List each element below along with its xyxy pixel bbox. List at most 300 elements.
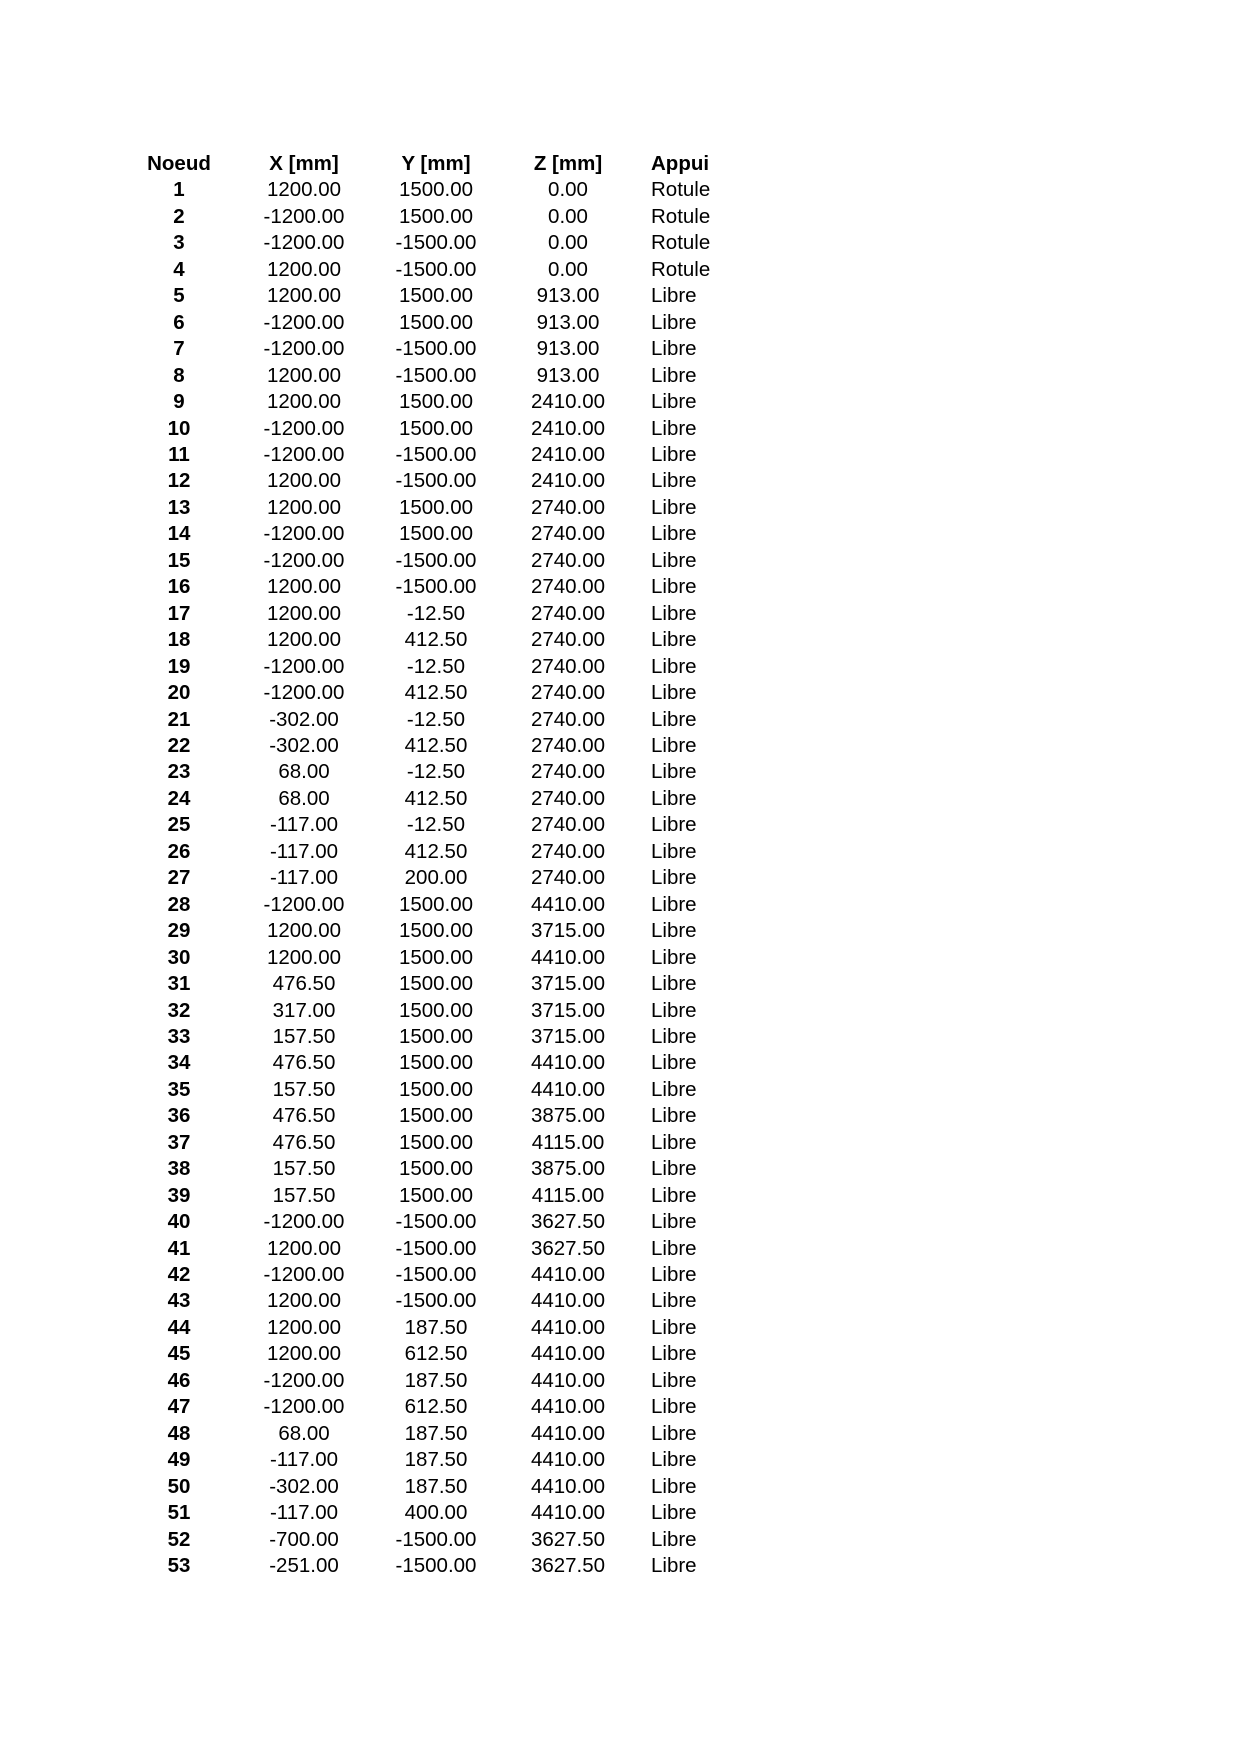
cell-y: 1500.00 [398, 522, 474, 546]
table-row [120, 1024, 761, 1050]
cell-z: 4410.00 [530, 1421, 606, 1445]
cell-support: Libre [651, 1527, 697, 1551]
cell-z: 4410.00 [530, 1289, 606, 1313]
table-row [120, 945, 761, 971]
cell-y: -1500.00 [395, 548, 477, 572]
cell-x: -302.00 [269, 1474, 339, 1498]
table-row [120, 230, 761, 256]
cell-z: 2740.00 [530, 548, 606, 572]
cell-support: Libre [651, 628, 697, 652]
cell-y: 1500.00 [398, 1104, 474, 1128]
table-row [120, 1130, 761, 1156]
cell-x: 476.50 [272, 1051, 336, 1075]
cell-y: -1500.00 [395, 1527, 477, 1551]
cell-x: 476.50 [272, 972, 336, 996]
table-row [120, 918, 761, 944]
header-y: Y [mm] [401, 152, 471, 175]
cell-support: Libre [651, 1421, 697, 1445]
cell-z: 3715.00 [530, 998, 606, 1022]
cell-y: -1500.00 [395, 469, 477, 493]
cell-z: 3715.00 [530, 1024, 606, 1048]
cell-support: Libre [651, 654, 697, 678]
cell-z: 4410.00 [530, 1077, 606, 1101]
cell-support: Libre [651, 707, 697, 731]
cell-y: 1500.00 [398, 1051, 474, 1075]
cell-node: 3 [173, 231, 185, 255]
cell-node: 26 [167, 839, 191, 863]
cell-z: 3715.00 [530, 972, 606, 996]
cell-node: 10 [167, 416, 191, 440]
cell-node: 46 [167, 1368, 191, 1392]
cell-x: -1200.00 [263, 1263, 345, 1287]
cell-support: Libre [651, 1342, 697, 1366]
cell-node: 20 [167, 681, 191, 705]
cell-y: 412.50 [404, 681, 468, 705]
cell-x: 317.00 [272, 998, 336, 1022]
cell-support: Libre [651, 469, 697, 493]
cell-y: 187.50 [404, 1315, 468, 1339]
cell-x: 476.50 [272, 1130, 336, 1154]
cell-x: -117.00 [269, 813, 338, 837]
cell-z: 4115.00 [531, 1183, 605, 1207]
cell-x: 1200.00 [266, 945, 342, 969]
cell-y: 1500.00 [398, 919, 474, 943]
cell-y: -1500.00 [395, 1236, 477, 1260]
table-row [120, 707, 761, 733]
table-row [120, 1262, 761, 1288]
cell-y: 187.50 [404, 1421, 468, 1445]
cell-y: 1500.00 [398, 416, 474, 440]
cell-z: 0.00 [548, 231, 588, 255]
cell-node: 24 [167, 786, 191, 810]
cell-z: 0.00 [548, 178, 588, 202]
cell-node: 1 [173, 178, 185, 202]
table-row [120, 283, 761, 309]
table-row [120, 971, 761, 997]
cell-node: 41 [167, 1236, 191, 1260]
cell-y: 1500.00 [398, 998, 474, 1022]
cell-node: 51 [167, 1501, 191, 1525]
cell-x: -1200.00 [263, 231, 345, 255]
cell-y: 187.50 [404, 1448, 468, 1472]
cell-y: 187.50 [404, 1474, 468, 1498]
header-support: Appui [651, 152, 710, 175]
table-row [120, 1183, 761, 1209]
cell-z: 4410.00 [530, 1448, 606, 1472]
cell-y: 1500.00 [398, 945, 474, 969]
table-row [120, 416, 761, 442]
cell-support: Libre [651, 1210, 697, 1234]
cell-support: Libre [651, 1157, 697, 1181]
cell-z: 2740.00 [530, 786, 606, 810]
table-row [120, 1394, 761, 1420]
cell-support: Libre [651, 390, 697, 414]
cell-node: 2 [173, 204, 185, 228]
cell-y: 412.50 [404, 786, 468, 810]
cell-x: -1200.00 [263, 337, 345, 361]
cell-support: Libre [651, 786, 697, 810]
cell-z: 3627.50 [530, 1210, 606, 1234]
table-row [120, 1421, 761, 1447]
cell-z: 4410.00 [530, 1315, 606, 1339]
cell-z: 3875.00 [530, 1157, 606, 1181]
cell-y: -1500.00 [395, 231, 477, 255]
cell-node: 37 [167, 1130, 191, 1154]
cell-node: 50 [167, 1474, 191, 1498]
cell-x: -117.00 [269, 1448, 338, 1472]
cell-y: 1500.00 [398, 284, 474, 308]
cell-support: Libre [651, 1474, 697, 1498]
cell-y: 1500.00 [398, 390, 474, 414]
cell-support: Libre [651, 1051, 697, 1075]
cell-y: 200.00 [404, 866, 468, 890]
cell-node: 29 [167, 919, 191, 943]
cell-node: 53 [167, 1554, 191, 1578]
cell-x: 1200.00 [266, 495, 342, 519]
cell-z: 2740.00 [530, 601, 606, 625]
cell-node: 33 [167, 1024, 191, 1048]
cell-z: 4410.00 [530, 1263, 606, 1287]
cell-y: -12.50 [406, 654, 466, 678]
cell-y: 412.50 [404, 733, 468, 757]
cell-node: 32 [167, 998, 191, 1022]
cell-node: 19 [167, 654, 191, 678]
table-row [120, 1474, 761, 1500]
cell-support: Libre [651, 1289, 697, 1313]
cell-support: Libre [651, 813, 697, 837]
cell-z: 913.00 [536, 310, 600, 334]
table-row [120, 839, 761, 865]
cell-z: 4410.00 [530, 1368, 606, 1392]
cell-support: Libre [651, 1024, 697, 1048]
table-row [120, 1315, 761, 1341]
cell-x: -302.00 [269, 707, 339, 731]
cell-z: 2410.00 [530, 442, 606, 466]
cell-y: -1500.00 [395, 1210, 477, 1234]
cell-support: Libre [651, 1236, 697, 1260]
cell-z: 4410.00 [530, 1474, 606, 1498]
cell-y: 400.00 [404, 1501, 468, 1525]
cell-support: Libre [651, 284, 697, 308]
cell-node: 31 [167, 972, 191, 996]
cell-z: 3715.00 [530, 919, 606, 943]
cell-support: Libre [651, 310, 697, 334]
cell-y: 1500.00 [398, 495, 474, 519]
cell-y: -12.50 [406, 601, 466, 625]
cell-support: Libre [651, 1395, 697, 1419]
cell-z: 2740.00 [530, 760, 606, 784]
cell-z: 3875.00 [530, 1104, 606, 1128]
cell-node: 34 [167, 1051, 191, 1075]
cell-z: 3627.50 [530, 1236, 606, 1260]
table-row [120, 812, 761, 838]
table-row [120, 1553, 761, 1579]
cell-y: 1500.00 [398, 1157, 474, 1181]
cell-support: Rotule [651, 178, 711, 202]
cell-support: Libre [651, 945, 697, 969]
cell-support: Libre [651, 866, 697, 890]
table-row [120, 1103, 761, 1129]
cell-support: Libre [651, 839, 697, 863]
cell-z: 2410.00 [530, 416, 606, 440]
table-row [120, 1156, 761, 1182]
cell-z: 4115.00 [531, 1130, 605, 1154]
cell-z: 2740.00 [530, 495, 606, 519]
table-row [120, 865, 761, 891]
cell-x: 68.00 [278, 760, 330, 784]
cell-support: Libre [651, 681, 697, 705]
cell-z: 913.00 [536, 284, 600, 308]
cell-z: 4410.00 [530, 1395, 606, 1419]
cell-node: 17 [167, 601, 191, 625]
cell-x: 1200.00 [266, 390, 342, 414]
header-node: Noeud [147, 152, 211, 175]
cell-z: 2740.00 [530, 707, 606, 731]
cell-x: 68.00 [278, 1421, 330, 1445]
cell-y: -1500.00 [395, 363, 477, 387]
table-row [120, 177, 761, 203]
cell-node: 14 [167, 522, 191, 546]
table-row [120, 336, 761, 362]
cell-node: 39 [167, 1183, 191, 1207]
table-row [120, 627, 761, 653]
cell-x: 1200.00 [266, 178, 342, 202]
cell-x: 1200.00 [266, 919, 342, 943]
table-row [120, 998, 761, 1024]
table-row [120, 601, 761, 627]
cell-support: Rotule [651, 231, 711, 255]
cell-support: Libre [651, 1501, 697, 1525]
table-row [120, 389, 761, 415]
cell-node: 13 [167, 495, 191, 519]
cell-support: Libre [651, 760, 697, 784]
cell-node: 44 [167, 1315, 191, 1339]
cell-x: -117.00 [269, 1501, 338, 1525]
cell-support: Libre [651, 972, 697, 996]
cell-z: 0.00 [548, 204, 588, 228]
cell-x: -1200.00 [263, 1368, 345, 1392]
cell-y: 1500.00 [398, 892, 474, 916]
cell-node: 28 [167, 892, 191, 916]
cell-support: Libre [651, 363, 697, 387]
cell-z: 2410.00 [530, 469, 606, 493]
cell-node: 42 [167, 1263, 191, 1287]
cell-z: 4410.00 [530, 945, 606, 969]
cell-x: -700.00 [269, 1527, 339, 1551]
table-row [120, 786, 761, 812]
cell-z: 2740.00 [530, 681, 606, 705]
cell-z: 2740.00 [530, 628, 606, 652]
cell-node: 9 [173, 390, 185, 414]
table-row [120, 759, 761, 785]
cell-z: 2410.00 [530, 390, 606, 414]
cell-node: 18 [167, 628, 191, 652]
cell-support: Libre [651, 998, 697, 1022]
cell-support: Libre [651, 1077, 697, 1101]
cell-x: -1200.00 [263, 548, 345, 572]
cell-x: 1200.00 [266, 469, 342, 493]
cell-support: Libre [651, 1448, 697, 1472]
cell-x: -1200.00 [263, 892, 345, 916]
cell-x: 1200.00 [266, 1342, 342, 1366]
cell-node: 4 [173, 257, 185, 281]
cell-node: 49 [167, 1448, 191, 1472]
table-row [120, 680, 761, 706]
table-row [120, 468, 761, 494]
cell-y: 1500.00 [398, 1024, 474, 1048]
cell-y: 1500.00 [398, 972, 474, 996]
cell-z: 2740.00 [530, 733, 606, 757]
cell-node: 8 [173, 363, 185, 387]
table-row [120, 1050, 761, 1076]
cell-y: 1500.00 [398, 310, 474, 334]
cell-support: Rotule [651, 204, 711, 228]
cell-y: 412.50 [404, 839, 468, 863]
cell-x: -117.00 [269, 866, 338, 890]
cell-y: 1500.00 [398, 1183, 474, 1207]
cell-x: -1200.00 [263, 681, 345, 705]
cell-x: 1200.00 [266, 1315, 342, 1339]
table-row [120, 1341, 761, 1367]
cell-z: 2740.00 [530, 654, 606, 678]
cell-node: 16 [167, 575, 191, 599]
table-row [120, 1447, 761, 1473]
cell-z: 2740.00 [530, 575, 606, 599]
cell-support: Libre [651, 1315, 697, 1339]
cell-z: 4410.00 [530, 892, 606, 916]
cell-node: 7 [173, 337, 185, 361]
cell-y: -1500.00 [395, 1289, 477, 1313]
cell-y: -1500.00 [395, 257, 477, 281]
cell-node: 11 [168, 442, 190, 466]
cell-node: 12 [167, 469, 191, 493]
cell-x: -1200.00 [263, 522, 345, 546]
cell-node: 35 [167, 1077, 191, 1101]
cell-support: Libre [651, 416, 697, 440]
cell-y: -1500.00 [395, 442, 477, 466]
cell-x: 157.50 [272, 1024, 336, 1048]
cell-support: Libre [651, 548, 697, 572]
cell-node: 25 [167, 813, 191, 837]
table-row [120, 257, 761, 283]
cell-y: 612.50 [404, 1342, 468, 1366]
cell-z: 913.00 [536, 337, 600, 361]
cell-node: 15 [167, 548, 191, 572]
cell-support: Libre [651, 495, 697, 519]
cell-node: 23 [167, 760, 191, 784]
cell-support: Libre [651, 522, 697, 546]
cell-node: 48 [167, 1421, 191, 1445]
cell-x: -1200.00 [263, 310, 345, 334]
header-z: Z [mm] [533, 152, 603, 175]
cell-y: 1500.00 [398, 204, 474, 228]
header-x: X [mm] [269, 152, 339, 175]
cell-y: -12.50 [406, 813, 466, 837]
table-row [120, 654, 761, 680]
table-row [120, 495, 761, 521]
cell-node: 43 [167, 1289, 191, 1313]
cell-support: Libre [651, 1183, 697, 1207]
cell-node: 38 [167, 1157, 191, 1181]
cell-support: Libre [651, 575, 697, 599]
cell-support: Libre [651, 1130, 697, 1154]
table-body [120, 177, 761, 1579]
cell-x: 157.50 [272, 1157, 336, 1181]
cell-node: 52 [167, 1527, 191, 1551]
header-row [120, 151, 761, 177]
table-row [120, 442, 761, 468]
cell-z: 4410.00 [530, 1342, 606, 1366]
cell-support: Libre [651, 1368, 697, 1392]
cell-z: 0.00 [548, 257, 588, 281]
cell-y: -1500.00 [395, 1263, 477, 1287]
cell-x: -117.00 [269, 839, 338, 863]
cell-z: 913.00 [536, 363, 600, 387]
cell-node: 27 [167, 866, 191, 890]
cell-support: Libre [651, 1263, 697, 1287]
cell-z: 2740.00 [530, 839, 606, 863]
cell-node: 47 [167, 1395, 191, 1419]
cell-x: 1200.00 [266, 257, 342, 281]
cell-z: 3627.50 [530, 1527, 606, 1551]
cell-support: Libre [651, 601, 697, 625]
cell-node: 30 [167, 945, 191, 969]
cell-z: 2740.00 [530, 522, 606, 546]
table-row [120, 574, 761, 600]
table-row [120, 1077, 761, 1103]
cell-z: 4410.00 [530, 1051, 606, 1075]
cell-node: 45 [167, 1342, 191, 1366]
cell-x: 1200.00 [266, 575, 342, 599]
cell-x: 157.50 [272, 1183, 336, 1207]
table-row [120, 1209, 761, 1235]
cell-support: Libre [651, 337, 697, 361]
cell-x: 1200.00 [266, 1236, 342, 1260]
cell-x: -251.00 [269, 1554, 339, 1578]
cell-support: Libre [651, 1554, 697, 1578]
cell-x: -1200.00 [263, 442, 345, 466]
cell-support: Libre [651, 733, 697, 757]
table-row [120, 548, 761, 574]
cell-support: Libre [651, 919, 697, 943]
cell-x: 1200.00 [266, 628, 342, 652]
cell-y: -1500.00 [395, 1554, 477, 1578]
cell-x: 476.50 [272, 1104, 336, 1128]
table-row [120, 1368, 761, 1394]
cell-node: 21 [167, 707, 191, 731]
cell-y: 187.50 [404, 1368, 468, 1392]
cell-x: 1200.00 [266, 601, 342, 625]
cell-node: 40 [167, 1210, 191, 1234]
cell-node: 36 [167, 1104, 191, 1128]
cell-y: 1500.00 [398, 178, 474, 202]
table-row [120, 892, 761, 918]
cell-node: 6 [173, 310, 185, 334]
cell-x: -1200.00 [263, 1395, 345, 1419]
table-row [120, 1527, 761, 1553]
cell-z: 2740.00 [530, 813, 606, 837]
cell-y: 1500.00 [398, 1077, 474, 1101]
table-row [120, 204, 761, 230]
cell-x: 68.00 [278, 786, 330, 810]
cell-x: -1200.00 [263, 204, 345, 228]
cell-x: 1200.00 [266, 1289, 342, 1313]
cell-x: -302.00 [269, 733, 339, 757]
cell-x: -1200.00 [263, 654, 345, 678]
table-row [120, 363, 761, 389]
cell-y: -12.50 [406, 707, 466, 731]
table-row [120, 1236, 761, 1262]
